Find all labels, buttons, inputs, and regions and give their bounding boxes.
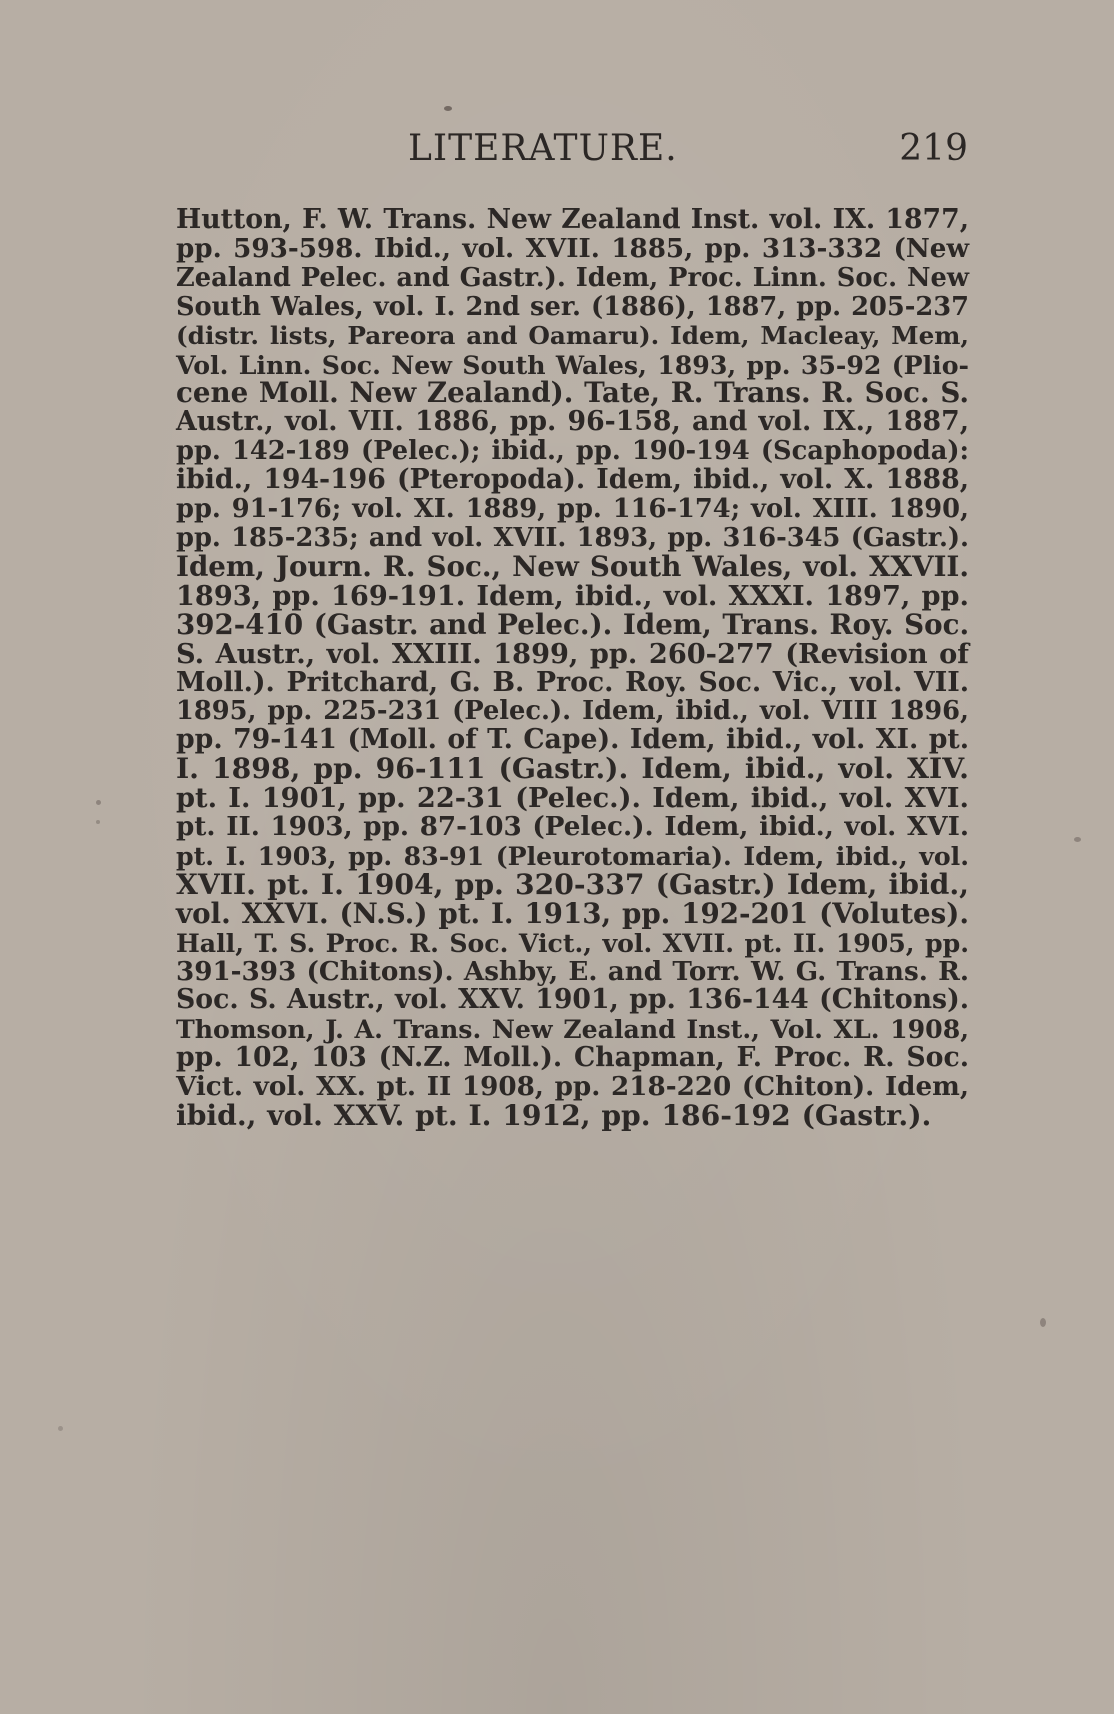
text-line: Idem, Journ. R. Soc., New South Wales, vol. XXVII. (176, 549, 969, 583)
text-line: XVII. pt. I. 1904, pp. 320-337 (Gastr.) Idem, ibid., (176, 867, 969, 901)
ink-speck (58, 1426, 63, 1431)
text-line: pp. 185-235; and vol. XVII. 1893, pp. 316-345 (Gastr.). (176, 522, 969, 553)
text-line: pp. 593-598. Ibid., vol. XVII. 1885, pp. 313-332 (New (176, 232, 969, 264)
text-line: Soc. S. Austr., vol. XXV. 1901, pp. 136-144 (Chitons). (176, 984, 969, 1016)
page-header (408, 128, 968, 174)
text-line: ibid., 194-196 (Pteropoda). Idem, ibid., vol. X. 1888, (176, 464, 969, 496)
text-line: Hall, T. S. Proc. R. Soc. Vict., vol. XVII. pt. II. 1905, pp. (176, 927, 969, 958)
text-line: Hutton, F. W. Trans. New Zealand Inst. vol. IX. 1877, (176, 204, 969, 235)
text-line: pp. 102, 103 (N.Z. Moll.). Chapman, F. Proc. R. Soc. (176, 1042, 969, 1074)
text-line: pp. 79-141 (Moll. of T. Cape). Idem, ibid., vol. XI. pt. (176, 724, 969, 756)
text-line: Thomson, J. A. Trans. New Zealand Inst., Vol. XL. 1908, (176, 1014, 969, 1045)
page-number: 219 (899, 128, 968, 169)
text-line: pp. 142-189 (Pelec.); ibid., pp. 190-194 (Scaphopoda): (176, 436, 969, 467)
text-line: cene Moll. New Zealand). Tate, R. Trans. R. Soc. S. (176, 376, 969, 410)
text-line: South Wales, vol. I. 2nd ser. (1886), 1887, pp. 205-237 (176, 291, 969, 322)
text-line: I. 1898, pp. 96-111 (Gastr.). Idem, ibid., vol. XIV. (176, 752, 969, 786)
text-line: pp. 91-176; vol. XI. 1889, pp. 116-174; vol. XIII. 1890, (176, 494, 969, 525)
ink-speck (444, 106, 452, 111)
text-line: 392-410 (Gastr. and Pelec.). Idem, Trans. Roy. Soc. (176, 607, 970, 641)
text-line: Vict. vol. XX. pt. II 1908, pp. 218-220 (Chiton). Idem, (176, 1071, 969, 1103)
ink-speck (1074, 837, 1081, 842)
text-line: 391-393 (Chitons). Ashby, E. and Torr. W. G. Trans. R. (176, 955, 969, 987)
text-line: S. Austr., vol. XXIII. 1899, pp. 260-277 (Revision of (176, 637, 969, 670)
text-line: ibid., vol. XXV. pt. I. 1912, pp. 186-192 (Gastr.). (176, 1099, 932, 1133)
ink-speck (96, 800, 101, 805)
text-line: 1893, pp. 169-191. Idem, ibid., vol. XXXI. 1897, pp. (176, 579, 969, 612)
text-line: pt. I. 1903, pp. 83-91 (Pleurotomaria). Idem, ibid., vol. (176, 840, 969, 871)
text-line: vol. XXVI. (N.S.) pt. I. 1913, pp. 192-201 (Volutes). (176, 896, 969, 930)
literature-paragraph (176, 206, 969, 1131)
ink-speck (96, 820, 100, 824)
running-title: LITERATURE. (408, 128, 678, 169)
text-line: Moll.). Pritchard, G. B. Proc. Roy. Soc. Vic., vol. VII. (176, 666, 969, 698)
ink-speck (1040, 1318, 1046, 1327)
text-line: Austr., vol. VII. 1886, pp. 96-158, and vol. IX., 1887, (176, 406, 969, 438)
text-line: 1895, pp. 225-231 (Pelec.). Idem, ibid., vol. VIII 1896, (176, 696, 969, 727)
text-line: pt. II. 1903, pp. 87-103 (Pelec.). Idem, ibid., vol. XVI. (176, 811, 969, 843)
text-line: pt. I. 1901, pp. 22-31 (Pelec.). Idem, ibid., vol. XVI. (176, 782, 969, 815)
text-line: Zealand Pelec. and Gastr.). Idem, Proc. Linn. Soc. New (176, 262, 969, 293)
text-line: Vol. Linn. Soc. New South Wales, 1893, pp. 35-92 (Plio- (176, 349, 969, 380)
text-line: (distr. lists, Pareora and Oamaru). Idem, Macleay, Mem, (176, 320, 969, 350)
